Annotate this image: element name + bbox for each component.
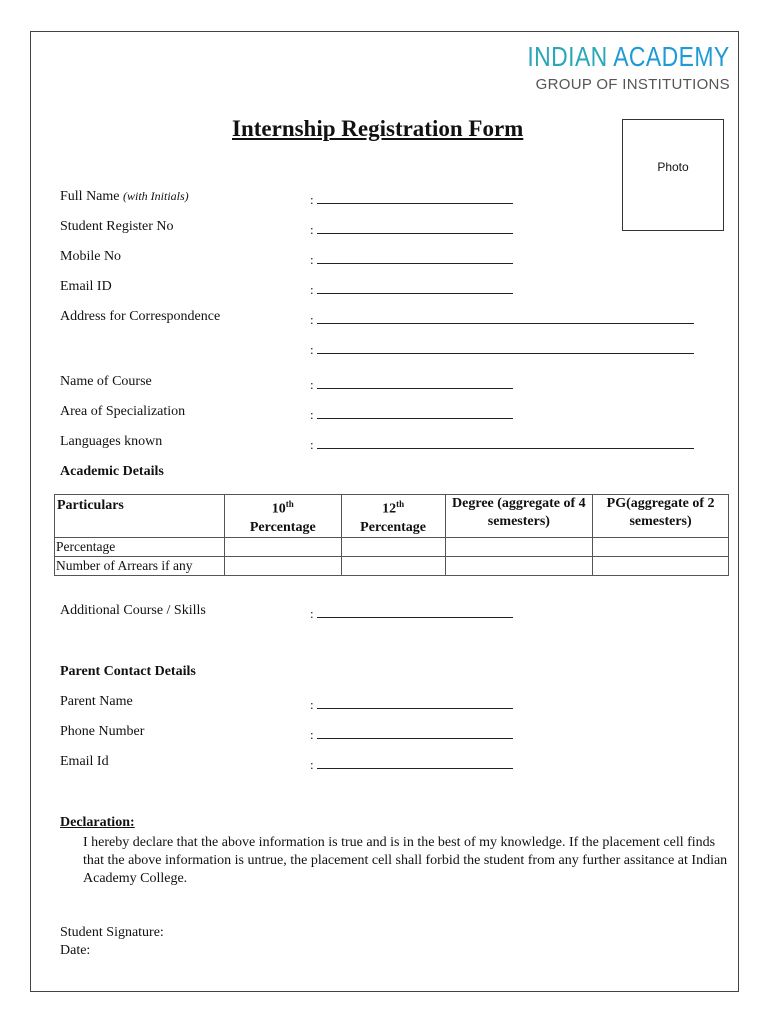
register-no-field[interactable] bbox=[317, 233, 513, 234]
parent-phone-label: Phone Number bbox=[60, 724, 145, 739]
tenth-header: 10th Percentage bbox=[224, 495, 341, 538]
colon: : bbox=[310, 437, 314, 452]
languages-label: Languages known bbox=[60, 434, 163, 449]
additional-course-label: Additional Course / Skills bbox=[60, 603, 206, 618]
parent-email-label: Email Id bbox=[60, 754, 109, 769]
additional-course-field[interactable] bbox=[317, 617, 513, 618]
course-label: Name of Course bbox=[60, 374, 152, 389]
parent-name-label: Parent Name bbox=[60, 694, 133, 709]
form-title: Internship Registration Form bbox=[232, 116, 524, 141]
logo-subtitle: GROUP OF INSTITUTIONS bbox=[535, 76, 730, 93]
full-name-note: (with Initials) bbox=[123, 189, 189, 203]
colon: : bbox=[310, 727, 314, 742]
colon: : bbox=[310, 757, 314, 772]
table-row bbox=[55, 538, 729, 557]
address-label: Address for Correspondence bbox=[60, 309, 221, 324]
email-field[interactable] bbox=[317, 293, 513, 294]
languages-field[interactable] bbox=[317, 448, 694, 449]
colon: : bbox=[310, 282, 314, 297]
full-name-label: Full Name (with Initials) bbox=[60, 189, 189, 204]
row-label-arrears: Number of Arrears if any bbox=[55, 557, 225, 576]
logo-wordmark bbox=[528, 42, 730, 72]
row-label-percentage: Percentage bbox=[55, 538, 225, 557]
full-name-field[interactable] bbox=[317, 203, 513, 204]
date-label: Date: bbox=[60, 943, 91, 958]
address-field-line-2[interactable] bbox=[317, 353, 694, 354]
parent-phone-field[interactable] bbox=[317, 738, 513, 739]
academic-details-heading: Academic Details bbox=[60, 464, 164, 479]
particulars-header: Particulars bbox=[55, 495, 225, 538]
pg-arrears-cell[interactable] bbox=[593, 557, 729, 576]
colon: : bbox=[310, 222, 314, 237]
colon: : bbox=[310, 407, 314, 422]
twelfth-header: 12th Percentage bbox=[341, 495, 445, 538]
address-field-line-1[interactable] bbox=[317, 323, 694, 324]
parent-email-field[interactable] bbox=[317, 768, 513, 769]
photo-label: Photo bbox=[657, 160, 689, 174]
parent-contact-heading: Parent Contact Details bbox=[60, 664, 196, 679]
colon: : bbox=[310, 697, 314, 712]
colon: : bbox=[310, 312, 314, 327]
pg-percentage-cell[interactable] bbox=[593, 538, 729, 557]
photo-box[interactable] bbox=[622, 119, 724, 231]
degree-arrears-cell[interactable] bbox=[445, 557, 593, 576]
twelfth-percentage-cell[interactable] bbox=[341, 538, 445, 557]
logo-word-academy: ACADEMY bbox=[613, 41, 730, 72]
table-header-row bbox=[55, 495, 729, 538]
degree-header: Degree (aggregate of 4 semesters) bbox=[445, 495, 593, 538]
parent-name-field[interactable] bbox=[317, 708, 513, 709]
specialization-field[interactable] bbox=[317, 418, 513, 419]
mobile-label: Mobile No bbox=[60, 249, 122, 264]
tenth-arrears-cell[interactable] bbox=[224, 557, 341, 576]
colon: : bbox=[310, 342, 314, 357]
register-no-label: Student Register No bbox=[60, 219, 174, 234]
logo-word-indian: INDIAN bbox=[527, 41, 609, 72]
email-label: Email ID bbox=[60, 279, 112, 294]
pg-header: PG(aggregate of 2 semesters) bbox=[593, 495, 729, 538]
twelfth-arrears-cell[interactable] bbox=[341, 557, 445, 576]
institution-logo bbox=[483, 42, 730, 93]
tenth-percentage-cell[interactable] bbox=[224, 538, 341, 557]
course-field[interactable] bbox=[317, 388, 513, 389]
colon: : bbox=[310, 252, 314, 267]
specialization-label: Area of Specialization bbox=[60, 404, 186, 419]
academic-table bbox=[54, 494, 729, 576]
degree-percentage-cell[interactable] bbox=[445, 538, 593, 557]
declaration-heading: Declaration: bbox=[60, 815, 135, 830]
colon: : bbox=[310, 192, 314, 207]
declaration-text: I hereby declare that the above information is true and is in the best of my knowledge. If the placement cell finds that the above information is untrue, the placement cell shall forbid the student from any further assitance at Indian Academy College. bbox=[83, 835, 728, 886]
student-signature-label: Student Signature: bbox=[60, 925, 164, 940]
colon: : bbox=[310, 606, 314, 621]
table-row bbox=[55, 557, 729, 576]
colon: : bbox=[310, 377, 314, 392]
mobile-field[interactable] bbox=[317, 263, 513, 264]
